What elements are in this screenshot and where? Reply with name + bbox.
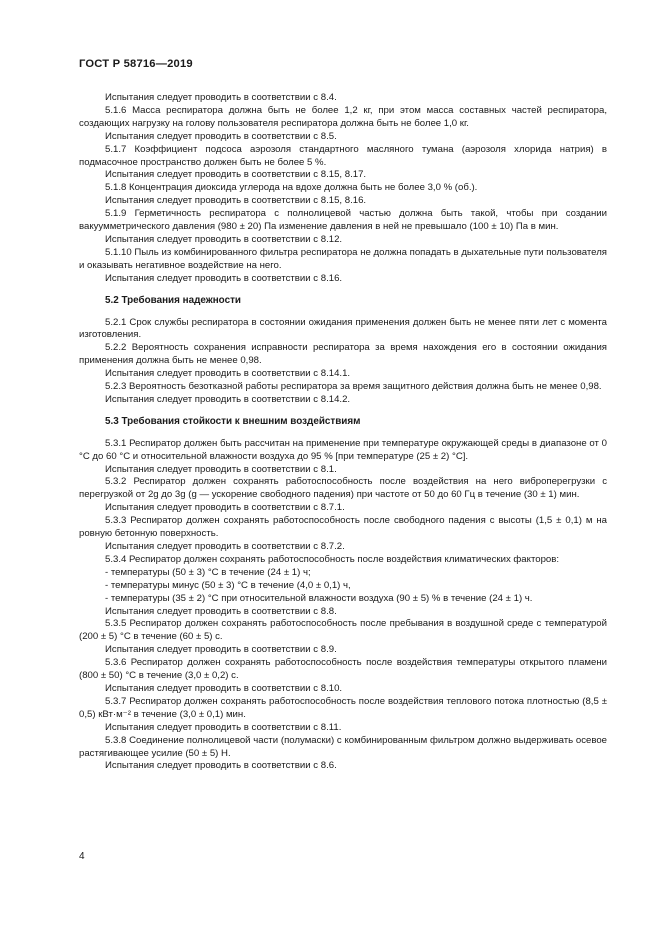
page-number: 4 bbox=[79, 851, 85, 862]
paragraph: Испытания следует проводить в соответствии с 8.14.2. bbox=[105, 393, 351, 405]
paragraph: Испытания следует проводить в соответствии с 8.6. bbox=[105, 760, 337, 772]
paragraph: 5.2.2 Вероятность сохранения исправности респиратора за время нахождения его в состоянии ожидания применения должна быть не менее 0,98. bbox=[79, 342, 607, 367]
paragraph: 5.3.1 Респиратор должен быть рассчитан на применение при температуре окружающей среды в диапазоне от 0 °С до 60 °С и относительной влажности воздуха до 95 % [при температуре (25 ± 2) °С]. bbox=[79, 437, 607, 462]
paragraph: Испытания следует проводить в соответствии с 8.7.1. bbox=[105, 502, 345, 514]
paragraph: Испытания следует проводить в соответствии с 8.8. bbox=[105, 605, 337, 617]
list-item: - температуры (50 ± 3) °С в течение (24 ± 1) ч; bbox=[105, 566, 311, 578]
paragraph: 5.2.1 Срок службы респиратора в состоянии ожидания применения должен быть не менее пяти лет с момента изготовления. bbox=[79, 316, 607, 341]
paragraph: Испытания следует проводить в соответствии с 8.14.1. bbox=[105, 368, 351, 380]
paragraph: 5.3.3 Респиратор должен сохранять работоспособность после свободного падения с высоты (1,5 ± 0,1) м на ровную бетонную поверхность. bbox=[79, 515, 607, 540]
paragraph: 5.3.6 Респиратор должен сохранять работоспособность после воздействия температуры открытого пламени (800 ± 50) °С в течение (3,0 ± 0,2) с. bbox=[79, 657, 607, 682]
paragraph: 5.1.8 Концентрация диоксида углерода на вдохе должна быть не более 3,0 % (об.). bbox=[105, 182, 478, 194]
paragraph: Испытания следует проводить в соответствии с 8.1. bbox=[105, 463, 337, 475]
paragraph: 5.1.6 Масса респиратора должна быть не более 1,2 кг, при этом масса составных частей респиратора, создающих нагрузку на голову пользователя респиратора должна быть не более 1,0 кг. bbox=[79, 104, 607, 129]
paragraph: 5.1.10 Пыль из комбинированного фильтра респиратора не должна попадать в дыхательные пути пользователя и оказывать негативное воздействие на него. bbox=[79, 246, 607, 271]
document-header: ГОСТ Р 58716—2019 bbox=[79, 58, 193, 70]
list-item: - температуры минус (50 ± 3) °С в течение (4,0 ± 0,1) ч, bbox=[105, 579, 351, 591]
section-heading: 5.3 Требования стойкости к внешним воздействиям bbox=[105, 415, 361, 427]
paragraph: Испытания следует проводить в соответствии с 8.16. bbox=[105, 272, 343, 284]
paragraph: Испытания следует проводить в соответствии с 8.4. bbox=[105, 92, 337, 103]
paragraph: 5.3.8 Соединение полнолицевой части (полумаски) с комбинированным фильтром должно выдерживать осевое растягивающее усилие (50 ± 5) Н. bbox=[79, 734, 607, 759]
section-heading: 5.2 Требования надежности bbox=[105, 294, 241, 306]
paragraph: 5.3.2 Респиратор должен сохранять работоспособность после воздействия на него виброперегрузки с перегрузкой от 2g до 3g (g — ускорение свободного падения) при частоте от 50 до 60 Гц в течение (30 ± 1) мин. bbox=[79, 476, 607, 501]
paragraph: Испытания следует проводить в соответствии с 8.15, 8.17. bbox=[105, 169, 367, 181]
paragraph: Испытания следует проводить в соответствии с 8.9. bbox=[105, 644, 337, 656]
paragraph: 5.3.7 Респиратор должен сохранять работоспособность после воздействия теплового потока плотностью (8,5 ± 0,5) кВт·м⁻² в течение (3,0 ± 0,1) мин. bbox=[79, 695, 607, 720]
paragraph: 5.1.9 Герметичность респиратора с полнолицевой частью должна быть такой, чтобы при создании вакуумметрического давления (980 ± 20) Па изменение давления в ней не превышало (100 ± 10) Па в мин. bbox=[79, 208, 607, 233]
document-body bbox=[79, 92, 607, 773]
list-item: - температуры (35 ± 2) °С при относительной влажности воздуха (90 ± 5) % в течение (24 ± 1) ч. bbox=[105, 592, 533, 604]
paragraph: Испытания следует проводить в соответствии с 8.12. bbox=[105, 233, 343, 245]
paragraph: Испытания следует проводить в соответствии с 8.5. bbox=[105, 130, 337, 142]
paragraph: 5.3.4 Респиратор должен сохранять работоспособность после воздействия климатических факторов: bbox=[105, 553, 560, 565]
paragraph: 5.2.3 Вероятность безотказной работы респиратора за время защитного действия должна быть не менее 0,98. bbox=[105, 381, 602, 393]
paragraph: Испытания следует проводить в соответствии с 8.11. bbox=[105, 721, 342, 733]
paragraph: Испытания следует проводить в соответствии с 8.7.2. bbox=[105, 541, 345, 552]
paragraph: 5.3.5 Респиратор должен сохранять работоспособность после пребывания в воздушной среде с температурой (200 ± 5) °С в течение (60 ± 5) с. bbox=[79, 618, 607, 643]
paragraph: 5.1.7 Коэффициент подсоса аэрозоля стандартного масляного тумана (аэрозоля хлорида натрия) в подмасочное пространство должен быть не более 5 %. bbox=[79, 143, 607, 168]
paragraph: Испытания следует проводить в соответствии с 8.15, 8.16. bbox=[105, 195, 367, 207]
paragraph: Испытания следует проводить в соответствии с 8.10. bbox=[105, 682, 343, 694]
